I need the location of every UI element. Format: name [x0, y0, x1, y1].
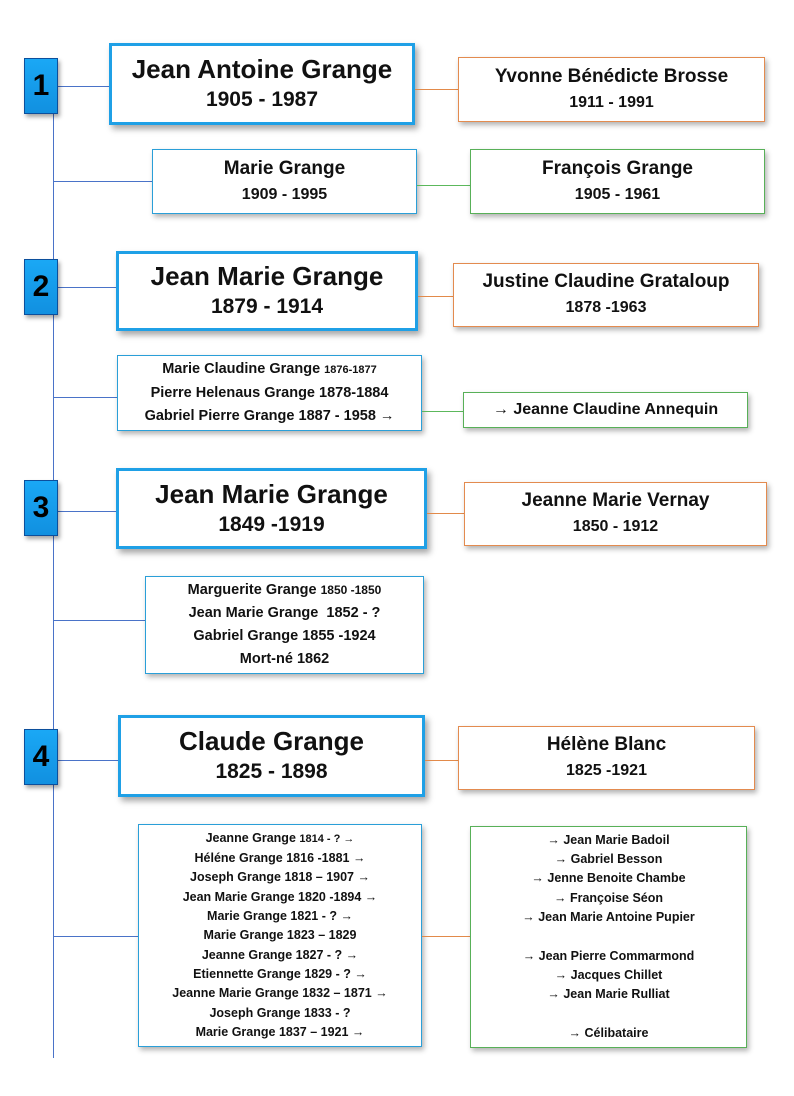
sibling-name: Etiennette Grange [193, 966, 301, 981]
sibling-dates: 1820 -1894 → [298, 889, 378, 904]
sibling-spouse-line: → Françoise Séon [553, 890, 664, 905]
sibling-name: Jeanne Marie Grange [172, 986, 299, 1001]
sibling-name: Gabriel Grange [193, 628, 299, 644]
sibling-spouse-line: → Jean Marie Badoil [547, 832, 670, 847]
sibling-name: Marie Grange [223, 157, 346, 179]
sibling-line [193, 625, 375, 648]
sibling-spouse-connector-gen2 [422, 411, 463, 412]
sibling-dates: 1816 -1881 → [286, 851, 366, 866]
sibling-dates: 1821 - ? → [290, 909, 353, 924]
ancestor-name: Jean Marie Grange [150, 261, 384, 291]
timeline-line [53, 58, 54, 1058]
ancestor-dates: 1825 - 1898 [215, 760, 328, 783]
sibling-dates: 1827 - ? → [295, 947, 359, 962]
connector-gen1 [54, 86, 109, 87]
sibling-dates: 1862 [296, 651, 330, 667]
spouse-name: Justine Claudine Grataloup [482, 271, 730, 292]
connector-gen4-siblings [54, 936, 138, 937]
spouse-connector-gen3 [427, 513, 464, 514]
spouse-name: Hélène Blanc [546, 734, 667, 755]
sibling-name: Jeanne Grange [201, 947, 293, 962]
sibling-dates: 1823 – 1829 [286, 928, 357, 943]
connector-gen4 [54, 760, 118, 761]
sibling-name: Joseph Grange [209, 1005, 301, 1020]
sibling-spouse-line: → Jacques Chillet [554, 967, 663, 982]
ancestor-name: Jean Antoine Grange [131, 54, 393, 84]
ancestor-dates: 1879 - 1914 [210, 295, 324, 318]
sibling-line [145, 405, 395, 428]
sibling-line [151, 382, 389, 405]
ancestor-name: Jean Marie Grange [155, 478, 388, 509]
sibling-line [196, 1023, 365, 1042]
sibling-dates: 1876-1877 [324, 364, 377, 376]
ancestor-box-gen1 [109, 43, 415, 125]
sibling-spouse-line: → Jean Pierre Commarmond [522, 948, 695, 963]
sibling-name: Mort-né [239, 651, 293, 667]
sibling-spouse-line: → Jean Marie Rulliat [547, 987, 670, 1002]
spouse-name: Jeanne Marie Vernay [521, 490, 710, 511]
sibling-name: Marie Grange [195, 1024, 276, 1039]
sibling-box-gen1 [152, 149, 417, 214]
sibling-spouse-line: → Jenne Benoite Chambe [531, 871, 686, 886]
sibling-spouse-dates: 1905 - 1961 [574, 185, 661, 203]
sibling-name: Gabriel Pierre Grange [144, 408, 295, 424]
sibling-line [202, 946, 358, 965]
sibling-spouse-box-gen2 [463, 392, 748, 428]
spouse-connector-gen1 [415, 89, 458, 90]
sibling-name: Jeanne Grange [205, 830, 296, 845]
sibling-dates: 1814 - ? → [299, 832, 355, 845]
sibling-line [172, 984, 387, 1003]
sibling-spouse-line: → Jean Marie Antoine Pupier [522, 910, 695, 925]
ancestor-box-gen2 [116, 251, 418, 331]
sibling-line [195, 849, 366, 868]
spouse-dates: 1850 - 1912 [572, 518, 659, 535]
spouse-connector-gen4 [425, 760, 458, 761]
sibling-spouse-line: → Célibataire [568, 1025, 649, 1040]
sibling-line [193, 965, 367, 984]
generation-number: 4 [32, 740, 50, 773]
sibling-dates: 1832 – 1871 → [302, 986, 388, 1001]
connector-gen3-siblings [54, 620, 145, 621]
spouse-box-gen4 [458, 726, 755, 790]
sibling-dates: 1909 - 1995 [241, 185, 328, 203]
spouse-connector-gen2 [418, 296, 453, 297]
sibling-line [190, 868, 370, 887]
generation-badge-2 [24, 259, 58, 315]
sibling-line [162, 358, 377, 382]
ancestor-box-gen3 [116, 468, 427, 549]
siblings-box-gen3 [145, 576, 424, 674]
sibling-name: Joseph Grange [190, 870, 281, 885]
spouse-box-gen3 [464, 482, 767, 546]
sibling-name: Jean Marie Grange [188, 605, 319, 621]
spouse-box-gen1 [458, 57, 765, 122]
generation-badge-4 [24, 729, 58, 785]
sibling-name: Marie Claudine Grange [162, 361, 321, 377]
generation-number: 1 [32, 69, 50, 102]
spouse-box-gen2 [453, 263, 759, 327]
sibling-line [188, 579, 382, 602]
sibling-line [206, 829, 355, 849]
sibling-name: Héléne Grange [194, 851, 283, 866]
generation-number: 3 [32, 491, 50, 524]
sibling-dates: 1850 -1850 [320, 583, 382, 597]
sibling-line [189, 602, 381, 625]
ancestor-dates: 1849 -1919 [218, 512, 325, 536]
sibling-dates: 1887 - 1958 → [298, 408, 395, 424]
connector-gen1-sibling [54, 181, 152, 182]
sibling-spouse-connector-gen1 [417, 185, 470, 186]
sibling-dates: 1833 - ? [303, 1005, 351, 1020]
sibling-spouses-box-gen4 [470, 826, 747, 1048]
sibling-name: Jean Marie Grange [182, 889, 295, 904]
siblings-box-gen4 [138, 824, 422, 1047]
connector-gen2-siblings [54, 397, 117, 398]
spouse-dates: 1911 - 1991 [569, 93, 654, 111]
siblings-box-gen2 [117, 355, 422, 431]
sibling-spouse-connector-gen4 [422, 936, 470, 937]
ancestor-box-gen4 [118, 715, 425, 797]
sibling-dates: 1818 – 1907 → [284, 870, 370, 885]
spouse-name: Yvonne Bénédicte Brosse [494, 65, 729, 87]
sibling-spouse-name: François Grange [542, 157, 693, 179]
sibling-name: Marie Grange [207, 909, 287, 924]
sibling-dates: 1878-1884 [319, 385, 389, 401]
spouse-dates: 1825 -1921 [566, 762, 647, 779]
generation-badge-1 [24, 58, 58, 114]
generation-badge-3 [24, 480, 58, 536]
connector-gen3 [54, 511, 116, 512]
ancestor-name: Claude Grange [179, 726, 364, 756]
sibling-dates: 1855 -1924 [302, 628, 376, 644]
generation-number: 2 [32, 270, 50, 303]
spouse-dates: 1878 -1963 [565, 299, 647, 316]
sibling-name: Pierre Helenaus Grange [150, 385, 316, 401]
sibling-line [207, 907, 353, 926]
sibling-line [240, 648, 329, 671]
connector-gen2 [54, 287, 116, 288]
sibling-name: Marie Grange [203, 928, 284, 943]
sibling-spouse-box-gen1 [470, 149, 765, 214]
sibling-line [209, 1004, 350, 1023]
sibling-name: Marguerite Grange [187, 582, 317, 598]
sibling-line [204, 926, 357, 945]
sibling-dates: 1837 – 1921 → [278, 1024, 365, 1039]
sibling-dates: 1829 - ? → [304, 966, 367, 981]
ancestor-dates: 1905 - 1987 [205, 88, 319, 111]
sibling-spouse-line: → Gabriel Besson [554, 852, 663, 867]
sibling-dates: 1852 - ? [326, 605, 381, 621]
sibling-spouse-name: → Jeanne Claudine Annequin [492, 401, 719, 418]
sibling-line [183, 888, 378, 907]
